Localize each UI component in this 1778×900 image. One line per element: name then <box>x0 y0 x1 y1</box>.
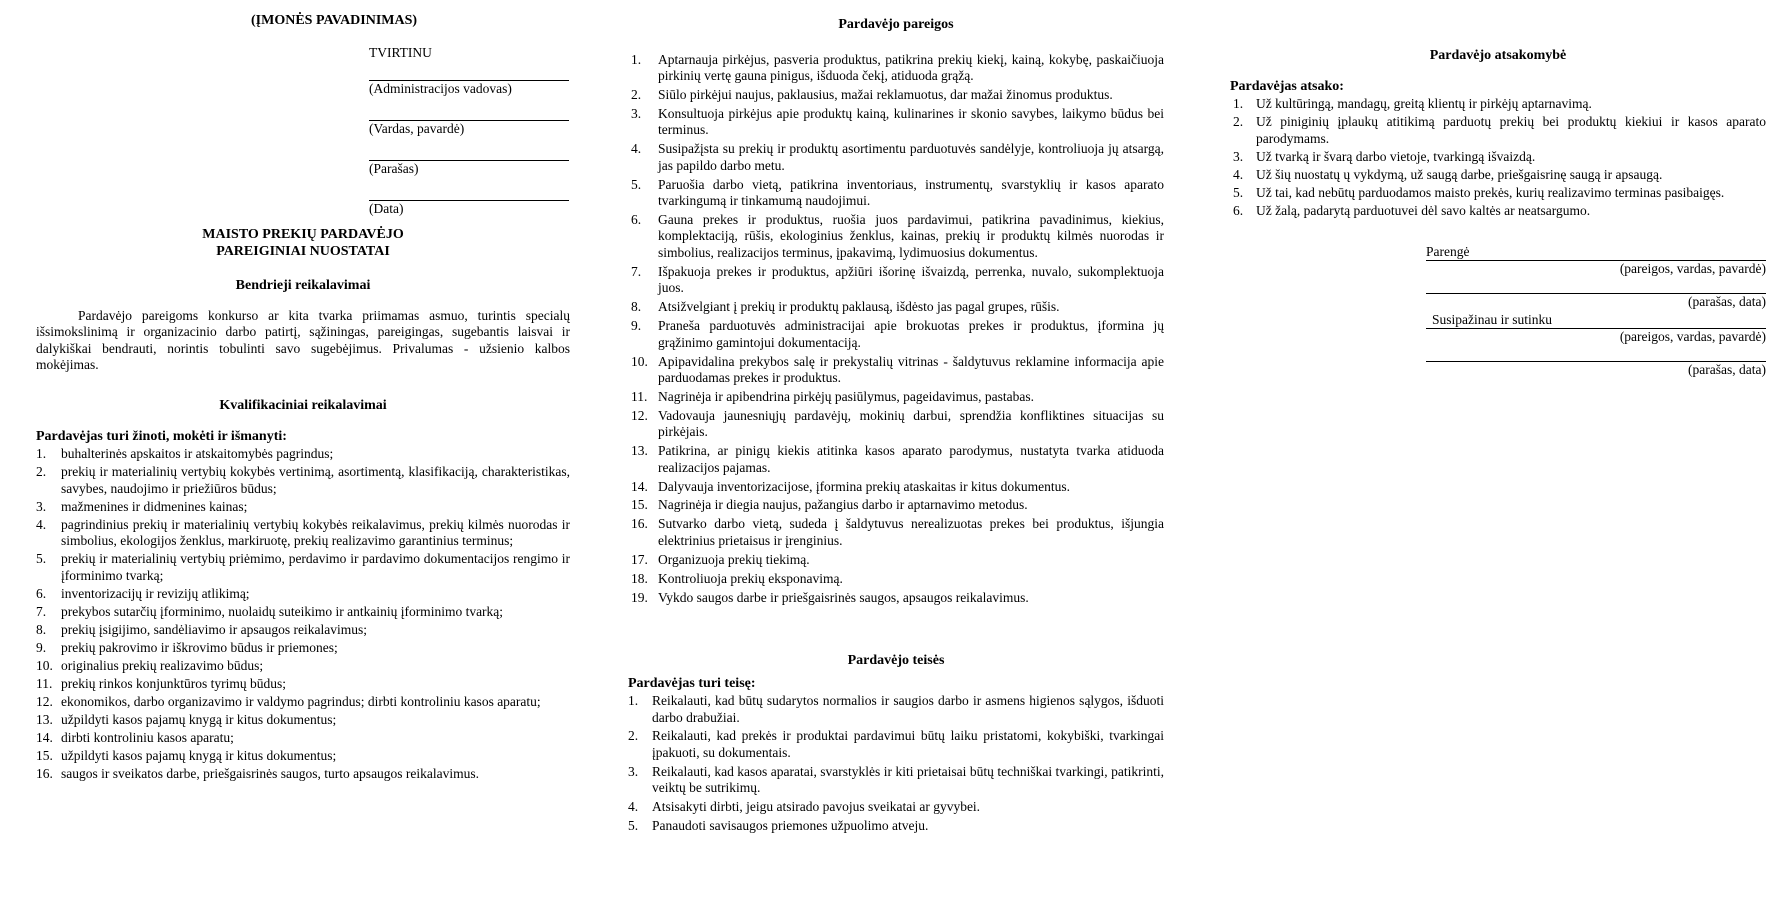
acknowledged-line <box>1426 312 1766 329</box>
list-item: 15. Nagrinėja ir diegia naujus, pažangius darbo ir aptarnavimo metodus. <box>631 497 1028 513</box>
general-text: Pardavėjo pareigoms konkurso ar kita tvarka priimamas asmuo, turintis specialų išsimokslinimą ir organizacinio darbo patirtį, sąžiningas, pareigingas, sugebantis laisvai ir dalykiškai bendrauti, norintis tobulinti savo sugebėjimus. Privalumas - užsienio kalbos mokėjimas. <box>36 307 570 372</box>
list-item: 5. prekių ir materialinių vertybių priėmimo, perdavimo ir pardavimo dokumentacijos rengimo ir įforminimo tvarką; <box>36 551 570 583</box>
list-item: 5. Paruošia darbo vietą, patikrina inventoriaus, instrumentų, svarstyklių ir kasos aparato tvarkingumą ir tinkamumą naudojimui. <box>631 176 1164 209</box>
responsibility-list <box>1230 96 1766 219</box>
list-item: 13. užpildyti kasos pajamų knygą ir kitus dokumentus; <box>36 711 337 727</box>
list-item: 10. originalius prekių realizavimo būdus; <box>36 657 264 673</box>
acknowledged-signature-line <box>1426 347 1766 362</box>
responsibility-section <box>1230 48 1766 221</box>
general-heading: Bendrieji reikalavimai <box>235 278 371 293</box>
list-item: 7. Išpakuoja prekes ir produktus, apžiūri išorinę išvaizdą, perrenka, nuvalo, sukomplektuoja juos. <box>631 263 1164 296</box>
rights-heading: Pardavėjo teisės <box>847 653 945 668</box>
list-item: 4. Susipažįsta su prekių ir produktų asortimentu parduotuvės sandėlyje, kontroliuoja jų atsargą, jas papildo darbo metu. <box>631 141 1164 173</box>
prepared-signature-caption: (parašas, data) <box>1688 294 1766 309</box>
acknowledged-caption: (pareigos, vardas, pavardė) <box>1619 329 1766 344</box>
list-item: 3. Už tvarką ir švarą darbo vietoje, tvarkingą išvaizdą. <box>1233 148 1536 164</box>
rights-section <box>628 653 1164 837</box>
list-item: 12. Vadovauja jaunesniųjų pardavėjų, mokinių darbui, sprendžia konfliktines situacijas su pirkėjais. <box>631 407 1164 440</box>
list-item: 6. inventorizacijų ir revizijų atlikimą; <box>36 585 250 601</box>
list-item: 7. prekybos sutarčių įforminimo, nuolaidų suteikimo ir antkainių įforminimo tvarką; <box>36 603 504 619</box>
list-item: 19. Vykdo saugos darbe ir priešgaisrinės saugos, apsaugos reikalavimus. <box>631 589 1029 605</box>
rights-lead: Pardavėjas turi teisę: <box>628 675 756 691</box>
list-item: 3. Konsultuoja pirkėjus apie produktų kainą, kulinarines ir skonio savybes, laikymo būdus bei terminus. <box>631 105 1164 138</box>
list-item: 6. Gauna prekes ir produktus, ruošia juos pardavimui, patikrina pavadinimus, kiekius, komplektaciją, rūšis, ekologinius ženklus, kainas, prekių ir produktų kilmės nuorodas ir simbolius, realizacijos terminus, įpakavimą, lydimuosius dokumentus. <box>631 211 1164 260</box>
responsibility-lead: Pardavėjas atsako: <box>1230 78 1344 94</box>
prepared-caption: (pareigos, vardas, pavardė) <box>1619 261 1766 276</box>
list-item: 4. Atsisakyti dirbti, jeigu atsirado pavojus sveikatai ar gyvybei. <box>628 799 981 815</box>
duties-heading: Pardavėjo pareigos <box>838 17 954 32</box>
signature-block <box>1426 244 1766 380</box>
list-item: 14. dirbti kontroliniu kasos aparatu; <box>36 729 234 745</box>
approve-line-administrator: (Administracijos vadovas) <box>369 81 512 96</box>
list-item: 2. Už piniginių įplaukų atitikimą parduotų prekių bei produktų kiekiui ir kasos aparato parodymams. <box>1233 114 1766 146</box>
list-item: 2. prekių ir materialinių vertybių kokybės vertinimą, asortimentą, klasifikaciją, charakteristikas, savybes, naudojimo ir priežiūros būdus; <box>36 464 570 496</box>
list-item: 11. prekių rinkos konjunktūros tyrimų būdus; <box>36 675 286 691</box>
list-item: 5. Panaudoti savisaugos priemones užpuolimo atveju. <box>628 818 929 834</box>
prepared-line <box>1426 244 1766 261</box>
list-item: 8. prekių įsigijimo, sandėliavimo ir apsaugos reikalavimus; <box>36 621 367 637</box>
duties-list <box>628 52 1164 607</box>
list-item: 2. Siūlo pirkėjui naujus, paklausius, mažai reklamuotus, dar mažai žinomus produktus. <box>631 86 1113 102</box>
list-item: 8. Atsižvelgiant į prekių ir produktų paklausą, išdėsto jas pagal grupes, rūšis. <box>631 299 1060 315</box>
approve-line-date: (Data) <box>369 201 404 216</box>
list-item: 17. Organizuoja prekių tiekimą. <box>631 551 810 567</box>
list-item: 15. užpildyti kasos pajamų knygą ir kitus dokumentus; <box>36 747 337 763</box>
duties-section <box>628 17 1164 608</box>
list-item: 4. Už šių nuostatų ų vykdymą, už saugą darbe, priešgaisrinę saugą ir apsaugą. <box>1233 166 1663 182</box>
list-item: 18. Kontroliuoja prekių eksponavimą. <box>631 570 843 586</box>
document-title-line-1: MAISTO PREKIŲ PARDAVĖJO <box>202 227 404 242</box>
list-item: 1. Reikalauti, kad būtų sudarytos normalios ir saugios darbo ir asmens higienos sąlygos, išduoti darbo drabužiai. <box>628 693 1164 725</box>
approve-label: TVIRTINU <box>369 45 432 60</box>
list-item: 1. Aptarnauja pirkėjus, pasveria produktus, patikrina prekių kiekį, kainą, kokybę, paskaičiuoja pirkinių vertę gauna pinigus, išduoda čekį, atiduoda grąžą. <box>631 51 1164 83</box>
list-item: 9. prekių pakrovimo ir iškrovimo būdus ir priemones; <box>36 639 338 655</box>
approve-line-name: (Vardas, pavardė) <box>369 121 465 136</box>
qualification-lead: Pardavėjas turi žinoti, mokėti ir išmanyti: <box>36 428 287 444</box>
list-item: 5. Už tai, kad nebūtų parduodamos maisto prekės, kurių realizavimo terminas pasibaigęs. <box>1233 184 1725 200</box>
list-item: 1. Už kultūringą, mandagų, greitą klientų ir pirkėjų aptarnavimą. <box>1233 96 1592 111</box>
qualification-heading: Kvalifikaciniai reikalavimai <box>219 398 387 413</box>
list-item: 12. ekonomikos, darbo organizavimo ir valdymo pagrindus; dirbti kontroliniu kasos aparatu; <box>36 693 541 709</box>
list-item: 14. Dalyvauja inventorizacijose, įformina prekių ataskaitas ir kitus dokumentus. <box>631 478 1071 494</box>
acknowledged-label: Susipažinau ir sutinku <box>1432 311 1552 327</box>
acknowledged-signature-caption: (parašas, data) <box>1688 362 1766 377</box>
company-name: (ĮMONĖS PAVADINIMAS) <box>251 13 418 28</box>
list-item: 16. Sutvarko darbo vietą, sudeda į šaldytuvus nerealizuotas prekes bei produktus, išjungia elektrinius prietaisus ir įrenginius. <box>631 516 1164 548</box>
rights-list <box>628 693 1164 835</box>
approval-block <box>369 45 569 237</box>
prepared-label: Parengė <box>1426 243 1470 259</box>
list-item: 3. mažmenines ir didmenines kainas; <box>36 498 248 514</box>
list-item: 3. Reikalauti, kad kasos aparatai, svarstyklės ir kiti prietaisai būtų techniškai tvarkingi, patikrinti, veiktų be sutrikimų. <box>628 763 1164 796</box>
prepared-signature-line <box>1426 279 1766 294</box>
qualification-section <box>36 398 570 784</box>
responsibility-heading: Pardavėjo atsakomybė <box>1429 48 1567 63</box>
list-item: 1. buhalterinės apskaitos ir atskaitomybės pagrindus; <box>36 446 334 461</box>
qualification-list <box>36 446 570 782</box>
general-section <box>36 278 570 374</box>
list-item: 13. Patikrina, ar pinigų kiekis atitinka kasos aparato parodymus, nustatyta tvarka atiduoda realizacijos pajamas. <box>631 443 1164 475</box>
list-item: 16. saugos ir sveikatos darbe, priešgaisrinės saugos, turto apsaugos reikalavimus. <box>36 765 480 781</box>
document-title-line-2: PAREIGINIAI NUOSTATAI <box>216 244 390 259</box>
list-item: 2. Reikalauti, kad prekės ir produktai pardavimui būtų laiku pristatomi, kokybiški, tvarkingai įpakuoti, su dokumentais. <box>628 728 1164 760</box>
document-title <box>36 226 570 260</box>
list-item: 9. Praneša parduotuvės administracijai apie brokuotas prekes ir produktus, įformina jų grąžinimo gamintojui dokumentaciją. <box>631 318 1164 350</box>
list-item: 6. Už žalą, padarytą parduotuvei dėl savo kaltės ar neatsargumo. <box>1233 202 1591 218</box>
list-item: 11. Nagrinėja ir apibendrina pirkėjų pasiūlymus, pageidavimus, pastabas. <box>631 388 1035 404</box>
approve-line-signature: (Parašas) <box>369 161 419 176</box>
list-item: 10. Apipavidalina prekybos salę ir prekystalių vitrinas - šaldytuvus reklamine informacija apie parduodamas prekes ir produktus. <box>631 353 1164 386</box>
list-item: 4. pagrindinius prekių ir materialinių vertybių kokybės reikalavimus, prekių kilmės nuorodas ir simbolius, ekologijos ženklus, markiruotę, prekių realizavimo garantinius terminus; <box>36 516 570 548</box>
